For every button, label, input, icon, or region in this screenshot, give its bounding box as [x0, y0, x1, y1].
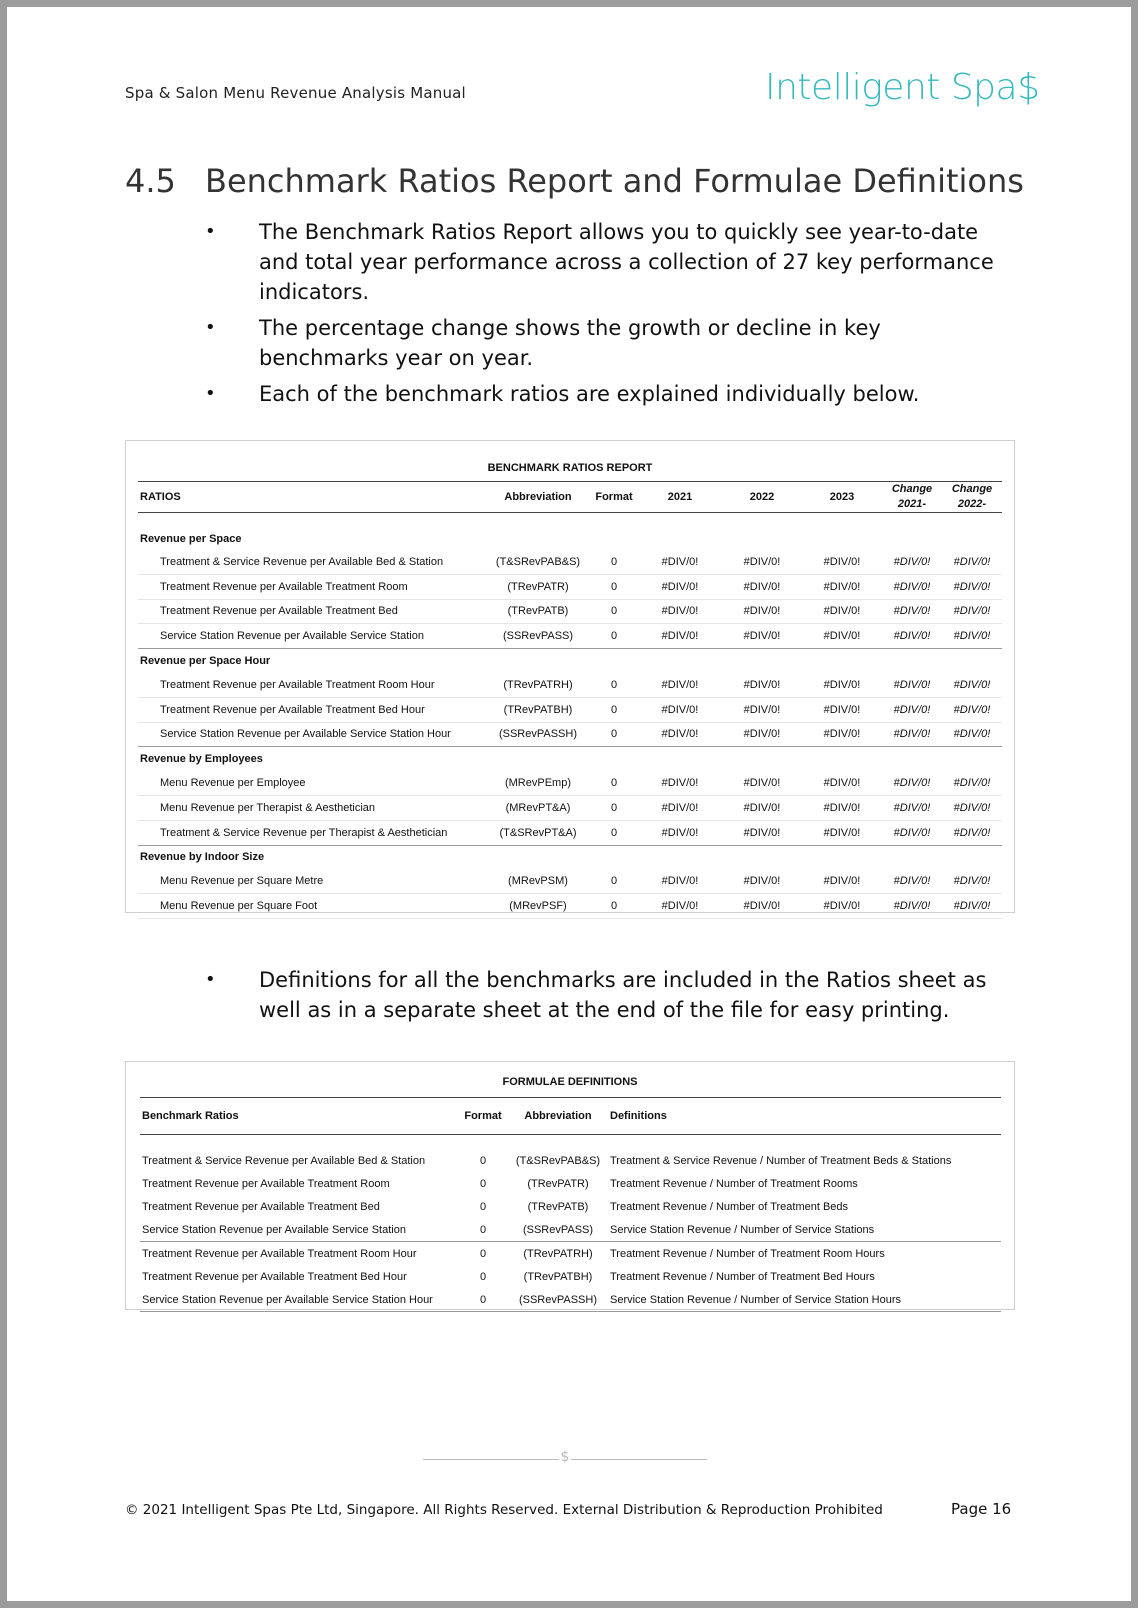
ratio-abbreviation: (T&SRevPT&A) [486, 820, 590, 845]
col-header: Abbreviation [510, 1098, 606, 1135]
ratio-group-label: Revenue per Space Hour [140, 655, 271, 668]
change-2022: #DIV/0! [942, 550, 1002, 574]
value-2021: #DIV/0! [638, 795, 722, 820]
bullet-item: • The Benchmark Ratios Report allows you to quickly see year-to-date and total year performance across a collection of 27 key performance indicators. [205, 217, 1005, 307]
formula-definition: Treatment Revenue / Number of Treatment Rooms [610, 1177, 858, 1190]
value-2023: #DIV/0! [802, 795, 882, 820]
change-2021: #DIV/0! [882, 624, 942, 649]
value-2022: #DIV/0! [722, 820, 802, 845]
value-2023: #DIV/0! [802, 894, 882, 919]
formula-definition: Treatment Revenue / Number of Treatment Bed Hours [610, 1270, 875, 1283]
ratio-row [138, 697, 1002, 722]
ratios-table [138, 481, 1002, 919]
formula-row [140, 1265, 1001, 1288]
formula-format: 0 [479, 1200, 487, 1213]
bullet-dot-icon: • [205, 317, 216, 338]
formulae-body [140, 1135, 1001, 1312]
formula-abbreviation: (TRevPATBH) [523, 1270, 593, 1283]
change-2022: #DIV/0! [942, 673, 1002, 697]
ratio-format: 0 [590, 624, 638, 649]
value-2022: #DIV/0! [722, 697, 802, 722]
ratio-format: 0 [590, 673, 638, 697]
page-number: Page 16 [951, 1500, 1012, 1518]
change-2022: #DIV/0! [942, 624, 1002, 649]
formula-row [140, 1288, 1001, 1312]
ratio-format: 0 [590, 550, 638, 574]
change-2022: #DIV/0! [942, 894, 1002, 919]
ratio-row [138, 894, 1002, 919]
ratio-format: 0 [590, 574, 638, 599]
ratios-report-title: BENCHMARK RATIOS REPORT [487, 462, 653, 474]
col-header: Definitions [606, 1098, 1001, 1135]
ratio-name: Treatment & Service Revenue per Therapist & Aesthetician [138, 820, 486, 845]
value-2021: #DIV/0! [638, 599, 722, 624]
ratio-format: 0 [590, 820, 638, 845]
change-2021: #DIV/0! [882, 894, 942, 919]
ratio-abbreviation: (TRevPATRH) [486, 673, 590, 697]
ratio-abbreviation: (MRevPSF) [486, 894, 590, 919]
ratio-abbreviation: (SSRevPASSH) [486, 722, 590, 747]
formula-row [140, 1195, 1001, 1218]
formula-abbreviation: (T&SRevPAB&S) [515, 1154, 601, 1167]
value-2022: #DIV/0! [722, 869, 802, 893]
ratio-name: Service Station Revenue per Available Service Station Hour [138, 722, 486, 747]
value-2021: #DIV/0! [638, 673, 722, 697]
change-2022: #DIV/0! [942, 795, 1002, 820]
value-2023: #DIV/0! [802, 599, 882, 624]
formula-row [140, 1242, 1001, 1266]
ratio-format: 0 [590, 697, 638, 722]
bullet-item: • The percentage change shows the growth or decline in key benchmarks year on year. [205, 313, 1005, 373]
ratio-format: 0 [590, 771, 638, 795]
change-2021: #DIV/0! [882, 697, 942, 722]
value-2021: #DIV/0! [638, 820, 722, 845]
formula-ratio-name: Service Station Revenue per Available Service Station Hour [140, 1288, 456, 1312]
change-2022: #DIV/0! [942, 697, 1002, 722]
formula-abbreviation: (SSRevPASSH) [510, 1288, 606, 1312]
col-header: Change 2022- [942, 482, 1002, 513]
ratio-row [138, 574, 1002, 599]
ratio-name: Treatment Revenue per Available Treatment Room [138, 574, 486, 599]
formula-definition: Treatment & Service Revenue / Number of Treatment Beds & Stations [610, 1154, 952, 1167]
section-number: 4.5 [125, 162, 176, 200]
formula-format: 0 [456, 1218, 510, 1242]
ratios-body [138, 513, 1002, 919]
ratio-format: 0 [590, 795, 638, 820]
ratio-row [138, 624, 1002, 649]
change-2021: #DIV/0! [882, 574, 942, 599]
ratio-abbreviation: (TRevPATBH) [486, 697, 590, 722]
value-2021: #DIV/0! [638, 771, 722, 795]
ratio-abbreviation: (MRevPEmp) [486, 771, 590, 795]
value-2021: #DIV/0! [638, 697, 722, 722]
ratio-name: Menu Revenue per Therapist & Aesthetician [138, 795, 486, 820]
ratio-format: 0 [590, 869, 638, 893]
ratio-abbreviation: (MRevPT&A) [486, 795, 590, 820]
ratio-abbreviation: (MRevPSM) [486, 869, 590, 893]
document-page [7, 7, 1131, 1601]
ratio-group-label: Revenue per Space [140, 532, 242, 545]
formula-definition: Service Station Revenue / Number of Service Station Hours [606, 1288, 1001, 1312]
formula-ratio-name: Treatment & Service Revenue per Available Bed & Station [142, 1154, 426, 1167]
formula-row [140, 1218, 1001, 1242]
middle-bullet-list [205, 965, 1005, 1031]
ratios-header-row [138, 482, 1002, 513]
value-2022: #DIV/0! [722, 795, 802, 820]
col-header: RATIOS [138, 482, 486, 513]
value-2021: #DIV/0! [638, 624, 722, 649]
ratio-group-row [138, 845, 1002, 869]
ratio-name: Treatment Revenue per Available Treatment Bed Hour [138, 697, 486, 722]
ratio-group-row [138, 747, 1002, 771]
footer-copyright: © 2021 Intelligent Spas Pte Ltd, Singapore. All Rights Reserved. External Distribution & Reproduction Prohibited [125, 1502, 883, 1518]
formula-abbreviation: (SSRevPASS) [510, 1218, 606, 1242]
value-2022: #DIV/0! [722, 574, 802, 599]
ratio-row [138, 599, 1002, 624]
value-2022: #DIV/0! [722, 894, 802, 919]
change-2022: #DIV/0! [942, 574, 1002, 599]
change-2021: #DIV/0! [882, 869, 942, 893]
formula-row [140, 1172, 1001, 1195]
ratio-name: Menu Revenue per Employee [138, 771, 486, 795]
change-2022: #DIV/0! [942, 722, 1002, 747]
footer-divider [423, 1449, 707, 1465]
document-header-title: Spa & Salon Menu Revenue Analysis Manual [125, 84, 466, 102]
change-2022: #DIV/0! [942, 771, 1002, 795]
ratio-abbreviation: (SSRevPASS) [486, 624, 590, 649]
ratio-format: 0 [590, 894, 638, 919]
formula-definition: Service Station Revenue / Number of Service Stations [606, 1218, 1001, 1242]
benchmark-ratios-report [125, 440, 1015, 913]
ratio-name: Treatment & Service Revenue per Available Bed & Station [138, 550, 486, 574]
formula-ratio-name: Treatment Revenue per Available Treatment Bed [142, 1200, 380, 1213]
ratio-name: Treatment Revenue per Available Treatment Bed [138, 599, 486, 624]
change-2021: #DIV/0! [882, 722, 942, 747]
col-header: Benchmark Ratios [140, 1098, 456, 1135]
formula-definition: Treatment Revenue / Number of Treatment Beds [610, 1200, 849, 1213]
bullet-item: • Definitions for all the benchmarks are included in the Ratios sheet as well as in a separate sheet at the end of the file for easy printing. [205, 965, 1005, 1025]
bullet-item: • Each of the benchmark ratios are explained individually below. [205, 379, 1005, 409]
section-heading [125, 162, 1024, 200]
value-2022: #DIV/0! [722, 599, 802, 624]
change-2021: #DIV/0! [882, 795, 942, 820]
formulae-table [140, 1097, 1001, 1312]
change-2022: #DIV/0! [942, 599, 1002, 624]
ratio-format: 0 [590, 599, 638, 624]
formula-ratio-name: Treatment Revenue per Available Treatment Room Hour [142, 1247, 417, 1260]
ratio-row [138, 771, 1002, 795]
formula-abbreviation: (TRevPATRH) [523, 1247, 593, 1260]
value-2021: #DIV/0! [638, 574, 722, 599]
formula-format: 0 [479, 1247, 487, 1260]
ratio-group-label: Revenue by Indoor Size [140, 851, 265, 864]
bullet-dot-icon: • [205, 221, 216, 242]
formula-format: 0 [479, 1177, 487, 1190]
col-header: 2022 [722, 482, 802, 513]
intro-bullet-list [205, 217, 1005, 415]
value-2023: #DIV/0! [802, 820, 882, 845]
formula-ratio-name: Treatment Revenue per Available Treatment Bed Hour [142, 1270, 407, 1283]
value-2023: #DIV/0! [802, 697, 882, 722]
col-header: Change 2021- [882, 482, 942, 513]
formula-ratio-name: Treatment Revenue per Available Treatment Room [142, 1177, 390, 1190]
section-title: Benchmark Ratios Report and Formulae Definitions [205, 162, 1024, 200]
value-2021: #DIV/0! [638, 550, 722, 574]
value-2023: #DIV/0! [802, 722, 882, 747]
ratio-row [138, 869, 1002, 893]
value-2023: #DIV/0! [802, 624, 882, 649]
change-2021: #DIV/0! [882, 820, 942, 845]
ratio-name: Menu Revenue per Square Metre [138, 869, 486, 893]
change-2021: #DIV/0! [882, 673, 942, 697]
formula-definition: Treatment Revenue / Number of Treatment Room Hours [610, 1247, 885, 1260]
value-2021: #DIV/0! [638, 869, 722, 893]
ratio-row [138, 673, 1002, 697]
formula-abbreviation: (TRevPATB) [527, 1200, 589, 1213]
col-header: Format [590, 482, 638, 513]
formula-format: 0 [479, 1154, 487, 1167]
formulae-title: FORMULAE DEFINITIONS [502, 1076, 638, 1088]
value-2022: #DIV/0! [722, 722, 802, 747]
value-2023: #DIV/0! [802, 574, 882, 599]
formula-abbreviation: (TRevPATR) [527, 1177, 589, 1190]
value-2022: #DIV/0! [722, 550, 802, 574]
value-2021: #DIV/0! [638, 722, 722, 747]
value-2023: #DIV/0! [802, 673, 882, 697]
value-2022: #DIV/0! [722, 673, 802, 697]
ratio-row [138, 820, 1002, 845]
change-2021: #DIV/0! [882, 550, 942, 574]
ratio-abbreviation: (T&SRevPAB&S) [486, 550, 590, 574]
formulae-definitions [125, 1061, 1015, 1310]
ratio-row [138, 550, 1002, 574]
ratio-name: Treatment Revenue per Available Treatment Room Hour [138, 673, 486, 697]
formula-row [140, 1135, 1001, 1173]
value-2023: #DIV/0! [802, 869, 882, 893]
value-2022: #DIV/0! [722, 624, 802, 649]
ratio-abbreviation: (TRevPATR) [486, 574, 590, 599]
dollar-icon: $ [560, 1449, 570, 1465]
bullet-dot-icon: • [205, 383, 216, 404]
formula-ratio-name: Service Station Revenue per Available Service Station [140, 1218, 456, 1242]
change-2021: #DIV/0! [882, 599, 942, 624]
change-2021: #DIV/0! [882, 771, 942, 795]
value-2023: #DIV/0! [802, 550, 882, 574]
col-header: Format [456, 1098, 510, 1135]
ratio-name: Menu Revenue per Square Foot [138, 894, 486, 919]
change-2022: #DIV/0! [942, 869, 1002, 893]
ratio-abbreviation: (TRevPATB) [486, 599, 590, 624]
intelligent-spas-logo: Intelligent Spa$ [765, 67, 1040, 108]
value-2023: #DIV/0! [802, 771, 882, 795]
formula-format: 0 [479, 1270, 487, 1283]
bullet-dot-icon: • [205, 969, 216, 990]
col-header: 2021 [638, 482, 722, 513]
col-header: 2023 [802, 482, 882, 513]
ratio-name: Service Station Revenue per Available Service Station [138, 624, 486, 649]
value-2021: #DIV/0! [638, 894, 722, 919]
col-header: Abbreviation [486, 482, 590, 513]
formula-format: 0 [456, 1288, 510, 1312]
change-2022: #DIV/0! [942, 820, 1002, 845]
ratio-group-row [138, 649, 1002, 673]
ratio-row [138, 795, 1002, 820]
ratio-group-row [138, 513, 1002, 551]
ratio-row [138, 722, 1002, 747]
ratio-format: 0 [590, 722, 638, 747]
formulae-header-row [140, 1098, 1001, 1135]
ratio-group-label: Revenue by Employees [140, 753, 263, 766]
value-2022: #DIV/0! [722, 771, 802, 795]
